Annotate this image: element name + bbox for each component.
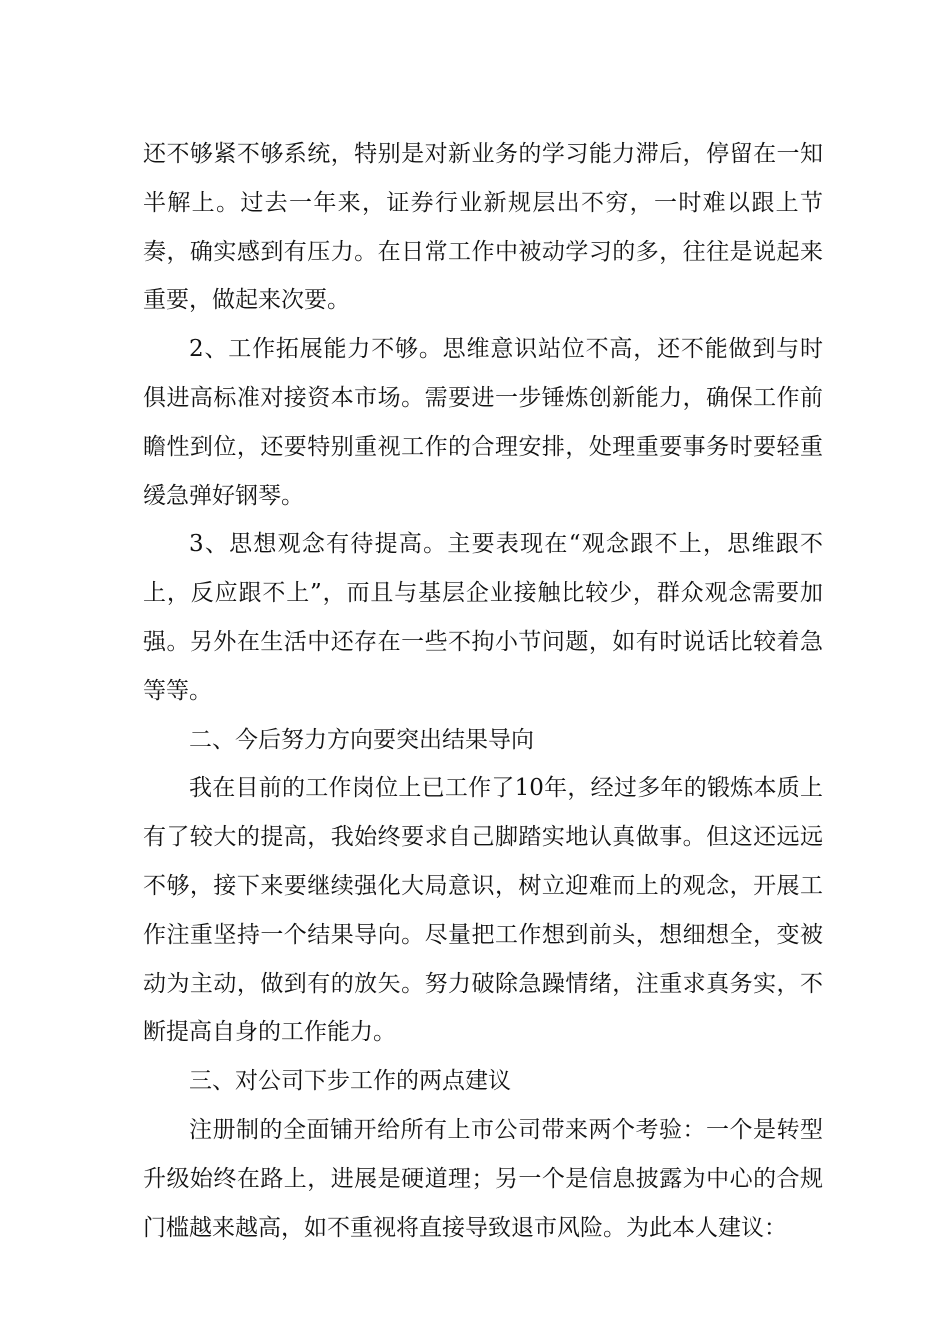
paragraph-continued: 还不够紧不够系统，特别是对新业务的学习能力滞后，停留在一知半解上。过去一年来，证券行业新规层出不穷，一时难以跟上节奏，确实感到有压力。在日常工作中被动学习的多，往往是说起来重要，做起来次要。 <box>143 141 823 314</box>
paragraph-suggestion: 注册制的全面铺开给所有上市公司带来两个考验：一个是转型升级始终在路上，进展是硬道理；另一个是信息披露为中心的合规门槛越来越高，如不重视将直接导致退市风险。为此本人建议： <box>143 1116 823 1241</box>
section-heading-3: 三、对公司下步工作的两点建议 <box>189 1068 511 1095</box>
paragraph-direction: 我在目前的工作岗位上已工作了10年，经过多年的锻炼本质上有了较大的提高，我始终要求自己脚踏实地认真做事。但这还远远不够，接下来要继续强化大局意识，树立迎难而上的观念，开展工作注重坚持一个结果导向。尽量把工作想到前头，想细想全，变被动为主动，做到有的放矢。努力破除急躁情绪，注重求真务实，不断提高自身的工作能力。 <box>143 775 823 1046</box>
paragraph-point-2: 2、工作拓展能力不够。思维意识站位不高，还不能做到与时俱进高标准对接资本市场。需要进一步锤炼创新能力，确保工作前瞻性到位，还要特别重视工作的合理安排，处理重要事务时要轻重缓急弹好钢琴。 <box>143 336 823 509</box>
paragraph-point-3: 3、思想观念有待提高。主要表现在“观念跟不上，思维跟不上，反应跟不上”，而且与基层企业接触比较少，群众观念需要加强。另外在生活中还存在一些不拘小节问题，如有时说话比较着急等等。 <box>143 531 823 704</box>
document-body <box>143 130 823 1252</box>
section-heading-2: 二、今后努力方向要突出结果导向 <box>189 726 534 753</box>
